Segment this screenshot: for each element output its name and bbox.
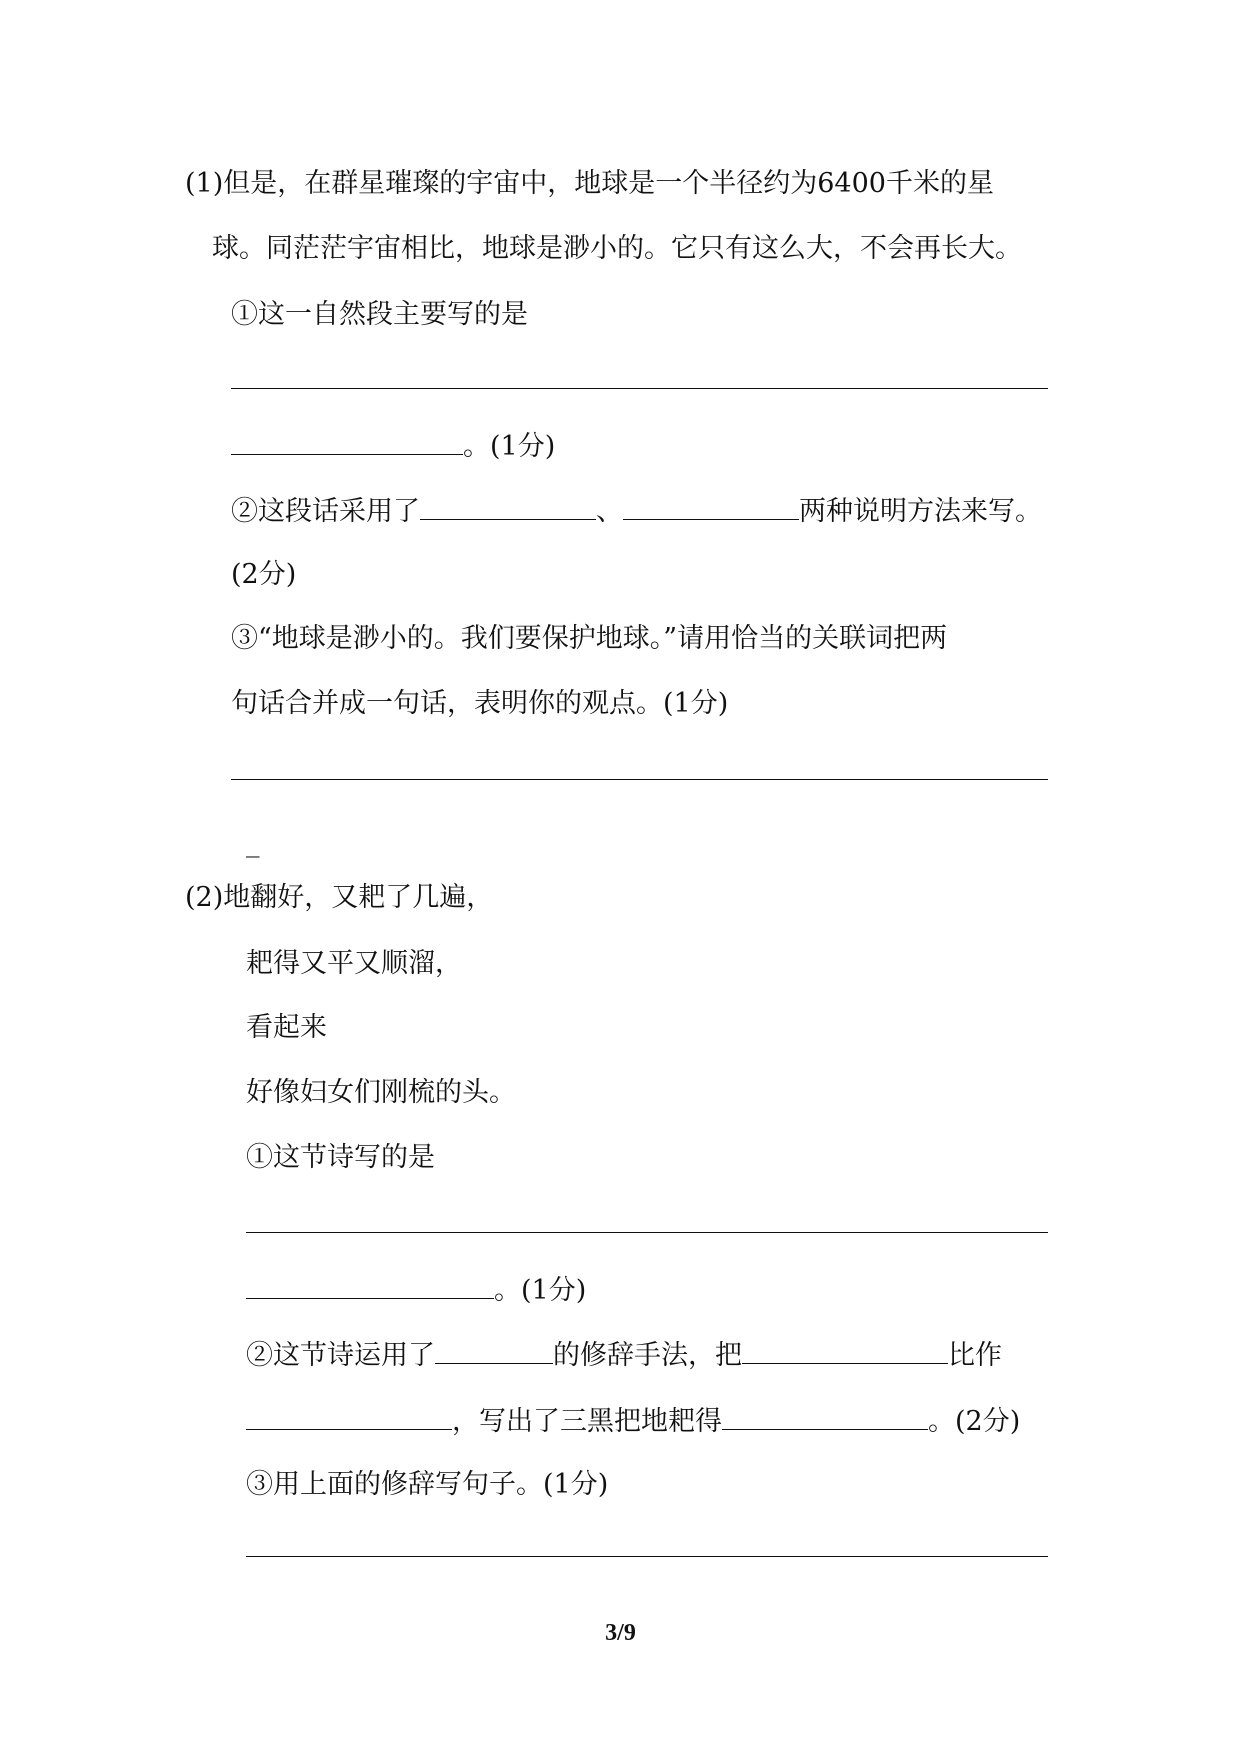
poem-line: 看起来: [246, 1012, 327, 1043]
q2-sub1-end: [246, 1272, 586, 1308]
q2-sub2-line2: [246, 1403, 1020, 1439]
answer-blank[interactable]: [246, 1272, 494, 1299]
answer-blank[interactable]: [722, 1403, 928, 1430]
q2-sub1-prompt: ①这节诗写的是: [246, 1142, 435, 1173]
answer-blank[interactable]: [435, 1337, 553, 1364]
q2-sub3-prompt: ③用上面的修辞写句子。(1分): [246, 1469, 609, 1500]
prompt-text: ②这节诗运用了: [246, 1340, 435, 1371]
answer-blank[interactable]: [742, 1337, 948, 1364]
answer-blank[interactable]: [420, 493, 596, 520]
q1-sub2-score: (2分): [231, 559, 297, 590]
answer-line[interactable]: [246, 1232, 1048, 1233]
score: 。(1分): [494, 1275, 587, 1306]
prompt-text: 两种说明方法来写。: [799, 496, 1042, 527]
answer-blank[interactable]: [231, 428, 463, 455]
stray-mark: _: [246, 827, 260, 858]
q1-passage-line2: 球。同茫茫宇宙相比，地球是渺小的。它只有这么大，不会再长大。: [212, 233, 1022, 264]
q1-sub3-line2: 句话合并成一句话，表明你的观点。(1分): [231, 688, 729, 719]
answer-line[interactable]: [231, 388, 1048, 389]
prompt-text: 的修辞手法，把: [553, 1340, 742, 1371]
q2-sub2-line1: [246, 1337, 1002, 1373]
q1-sub1-end: [231, 428, 555, 464]
answer-line[interactable]: [246, 1556, 1048, 1557]
prompt-text: 比作: [948, 1340, 1002, 1371]
q1-sub1-prompt: ①这一自然段主要写的是: [231, 299, 528, 330]
poem-line: 耙得又平又顺溜，: [246, 948, 462, 979]
poem-line: 好像妇女们刚梳的头。: [246, 1077, 516, 1108]
separator: 、: [596, 496, 623, 527]
prompt-text: ②这段话采用了: [231, 496, 420, 527]
score: 。(1分): [463, 431, 556, 462]
score: 。(2分): [928, 1406, 1021, 1437]
prompt-text: ，写出了三黑把地耙得: [452, 1406, 722, 1437]
poem-line: (2)地翻好，又耙了几遍，: [185, 882, 494, 913]
page-number: 3/9: [605, 1620, 636, 1646]
answer-line[interactable]: [231, 779, 1048, 780]
q1-sub3-line1: ③“地球是渺小的。我们要保护地球。”请用恰当的关联词把两: [231, 623, 948, 654]
answer-blank[interactable]: [623, 493, 799, 520]
q1-sub2: [231, 493, 1042, 529]
answer-blank[interactable]: [246, 1403, 452, 1430]
q1-passage-line1: (1)但是，在群星璀璨的宇宙中，地球是一个半径约为6400千米的星: [185, 168, 994, 199]
